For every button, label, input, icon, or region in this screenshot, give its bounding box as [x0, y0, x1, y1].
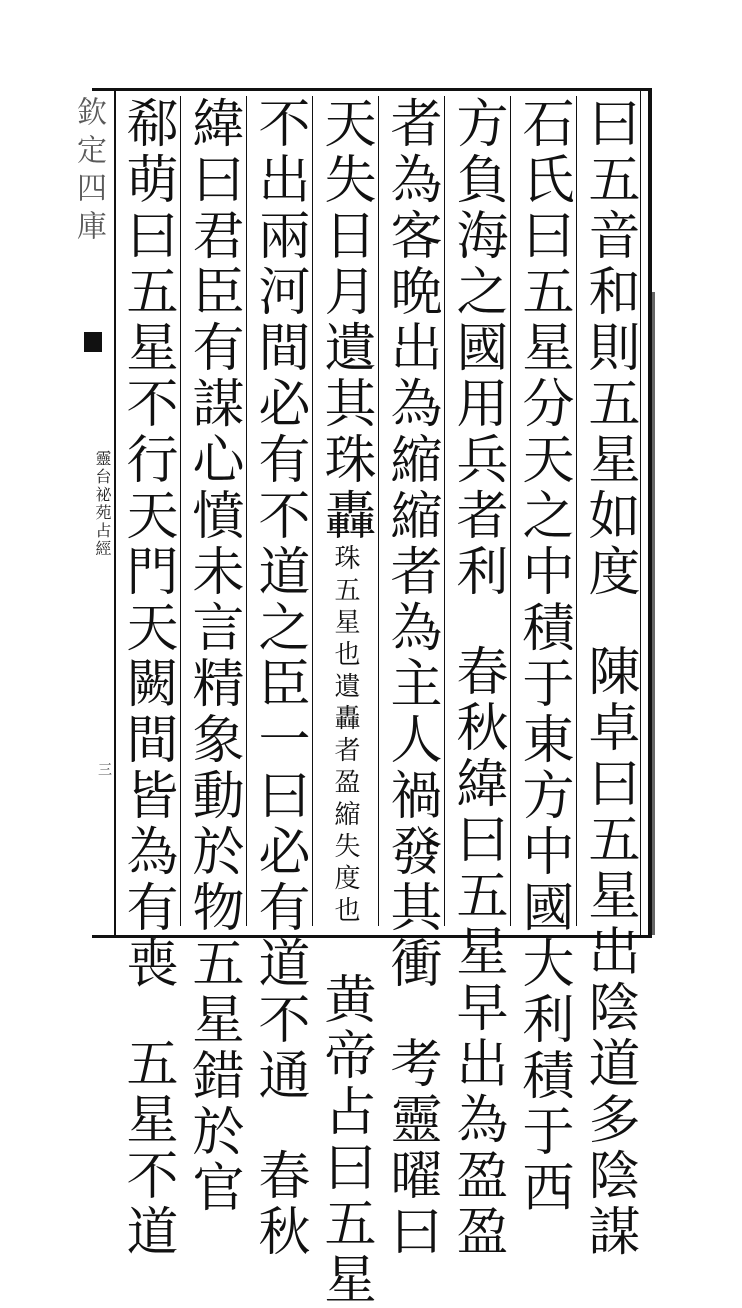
column-text: 郗萌曰五星不行天門天闕間皆為有喪	[117, 96, 177, 992]
fish-tail-mark	[84, 332, 102, 352]
column-text: 曰五音和則五星如度	[579, 96, 639, 600]
column-text: 石氏曰五星分天之中積于東方中國大利積于西	[513, 96, 573, 1216]
annotation-left: 者盈縮失度也	[330, 736, 360, 928]
column-text-continued: 春秋緯曰五星早出為盈盈	[447, 644, 507, 1260]
column-text-continued: 陳卓曰五星出陰道多陰謀	[579, 644, 639, 1260]
text-column-5	[312, 96, 377, 1308]
column-text: 方負海之國用兵者利	[447, 96, 507, 600]
text-column-4	[378, 96, 443, 1260]
page-number: 三	[96, 762, 112, 776]
text-column-2	[510, 96, 575, 1216]
column-text: 者為客晩出為縮縮者為主人禍發其衝	[381, 96, 441, 992]
spine-edge-characters: 欽定四庫	[71, 96, 106, 248]
text-column-1	[576, 96, 641, 1260]
column-text: 緯曰君臣有謀心憤未言精象動於物五星錯於官	[183, 96, 243, 1216]
spine-title: 靈台祕苑占經	[93, 450, 112, 558]
text-column-6	[246, 96, 311, 1260]
text-column-8	[114, 96, 179, 1260]
text-column-7	[180, 96, 245, 1216]
column-text-continued: 春秋	[249, 1148, 309, 1260]
column-text-continued: 黄帝占曰五星	[315, 972, 375, 1308]
column-text: 不出兩河間必有不道之臣一曰必有道不通	[249, 96, 309, 1104]
annotation-right: 珠五星也遺轟	[330, 544, 360, 736]
frame-shadow	[652, 292, 655, 935]
column-text: 天失日月遺其珠轟	[315, 96, 375, 544]
column-text-continued: 五星不道	[117, 1036, 177, 1260]
column-text-continued: 考靈曜曰	[381, 1036, 441, 1260]
text-column-3	[444, 96, 509, 1260]
